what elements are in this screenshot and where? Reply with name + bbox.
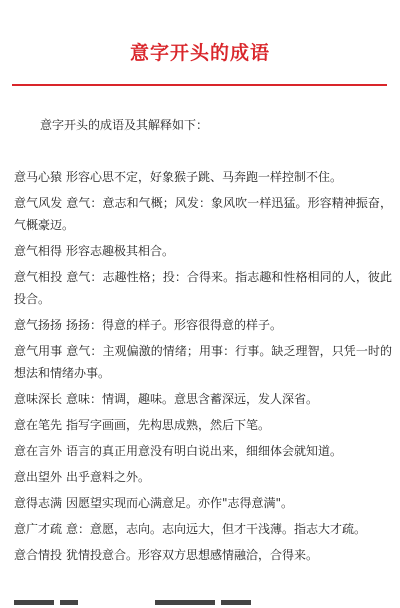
idiom-term: 意广才疏 (14, 522, 63, 536)
idiom-term: 意得志满 (14, 496, 63, 510)
idiom-entry (14, 314, 392, 336)
idiom-term: 意在言外 (14, 444, 63, 458)
idiom-entry (14, 544, 392, 566)
idiom-term: 意味深长 (14, 392, 63, 406)
idiom-term: 意出望外 (14, 470, 63, 484)
idiom-definition: 扬扬：得意的样子。形容很得意的样子。 (66, 318, 283, 332)
idiom-entry (14, 466, 392, 488)
idiom-definition: 意气：志趣性格；投：合得来。指志趣和性格相同的人，彼此投合。 (14, 270, 392, 306)
idiom-definition: 形容心思不定，好象猴子跳、马奔跑一样控制不住。 (66, 170, 343, 184)
idiom-definition: 意味：情调，趣味。意思含蓄深远，发人深省。 (66, 392, 319, 406)
idiom-definition: 出乎意料之外。 (66, 470, 151, 484)
idiom-entry (14, 414, 392, 436)
idiom-term: 意在笔先 (14, 418, 63, 432)
idiom-entry (14, 240, 392, 262)
idiom-entry (14, 440, 392, 462)
idiom-entry (14, 340, 392, 384)
idiom-entry (14, 492, 392, 514)
idiom-entry (14, 192, 392, 236)
idiom-definition: 语言的真正用意没有明白说出来，细细体会就知道。 (66, 444, 343, 458)
idiom-definition: 因愿望实现而心满意足。亦作"志得意满"。 (66, 496, 294, 510)
idiom-definition: 形容志趣极其相合。 (66, 244, 175, 258)
title-rule (12, 84, 387, 86)
idiom-term: 意气扬扬 (14, 318, 63, 332)
idiom-entry (14, 166, 392, 188)
idiom-term: 意气相得 (14, 244, 63, 258)
idiom-definition: 指写字画画，先构思成熟，然后下笔。 (66, 418, 271, 432)
idiom-entry (14, 266, 392, 310)
cutoff-next-line (14, 600, 386, 608)
idiom-definition: 意气：意志和气概；风发：象风吹一样迅猛。形容精神振奋，气概豪迈。 (14, 196, 392, 232)
idiom-entry (14, 518, 392, 540)
intro-text: 意字开头的成语及其解释如下： (40, 118, 209, 132)
idiom-term: 意合情投 (14, 548, 63, 562)
idiom-term: 意马心猿 (14, 170, 63, 184)
idiom-entry (14, 388, 392, 410)
page-title: 意字开头的成语 (129, 42, 270, 64)
idiom-definition: 犹情投意合。形容双方思想感情融洽，合得来。 (66, 548, 319, 562)
idiom-term: 意气相投 (14, 270, 63, 284)
idiom-definition: 意：意愿，志向。志向远大，但才干浅薄。指志大才疏。 (66, 522, 367, 536)
idiom-term: 意气用事 (14, 344, 63, 358)
idiom-term: 意气风发 (14, 196, 63, 210)
idiom-definition: 意气：主观偏激的情绪；用事：行事。缺乏理智，只凭一时的想法和情绪办事。 (14, 344, 392, 380)
idiom-list (14, 166, 392, 570)
